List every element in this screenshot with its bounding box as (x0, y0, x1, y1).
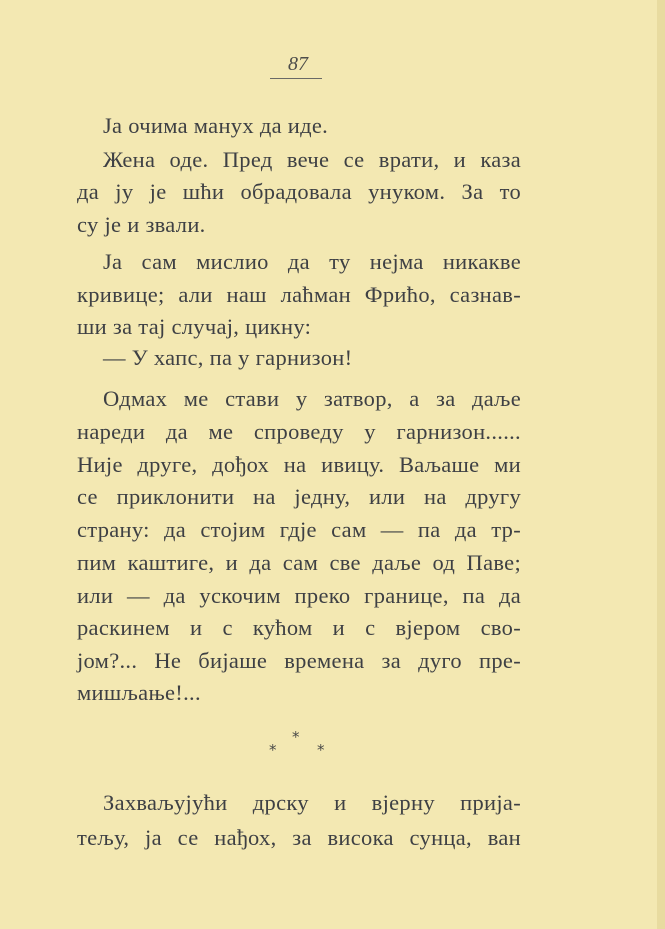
text-line: се приклонити на једну, или на другу (77, 484, 521, 509)
text-line: јом?... Не бијаше времена за дуго пре- (77, 648, 521, 673)
page-number-rule (270, 78, 322, 79)
section-separator (255, 728, 345, 768)
text-line: су је и звали. (77, 212, 206, 237)
text-line: раскинем и с кућом и с вјером сво- (77, 615, 521, 640)
text-line: или — да ускочим преко границе, па да (77, 583, 521, 608)
text-line: страну: да стојим гдје сам — па да тр- (77, 517, 521, 542)
text-line: мишљање!... (77, 680, 201, 705)
text-line: Ја очима манух да иде. (103, 113, 329, 138)
text-line: — У хапс, па у гарнизон! (103, 345, 353, 370)
asterisk: * (317, 741, 325, 759)
text-line: кривице; али наш лаћман Фрићо, сазнав- (77, 282, 521, 307)
asterisk: * (292, 728, 300, 746)
text-line: ши за тај случај, цикну: (77, 314, 312, 339)
text-line: Ја сам мислио да ту нејма никакве (103, 249, 521, 274)
text-line: нареди да ме спроведу у гарнизон...... (77, 419, 521, 444)
text-line: тељу, ја се нађох, за висока сунца, ван (77, 825, 521, 850)
page-edge (657, 0, 665, 929)
page-number: 87 (288, 53, 308, 75)
asterisk: * (269, 741, 277, 759)
text-line: Није друге, дођох на ивицу. Ваљаше ми (77, 452, 521, 477)
text-line: да ју је шћи обрадовала унуком. За то (77, 179, 521, 204)
text-line: Одмах ме стави у затвор, а за даље (103, 386, 521, 411)
text-line: пим каштиге, и да сам све даље од Паве; (77, 550, 521, 575)
text-line: Жена оде. Пред вече се врати, и каза (103, 147, 521, 172)
text-line: Захваљујући дрску и вјерну прија- (103, 790, 521, 815)
